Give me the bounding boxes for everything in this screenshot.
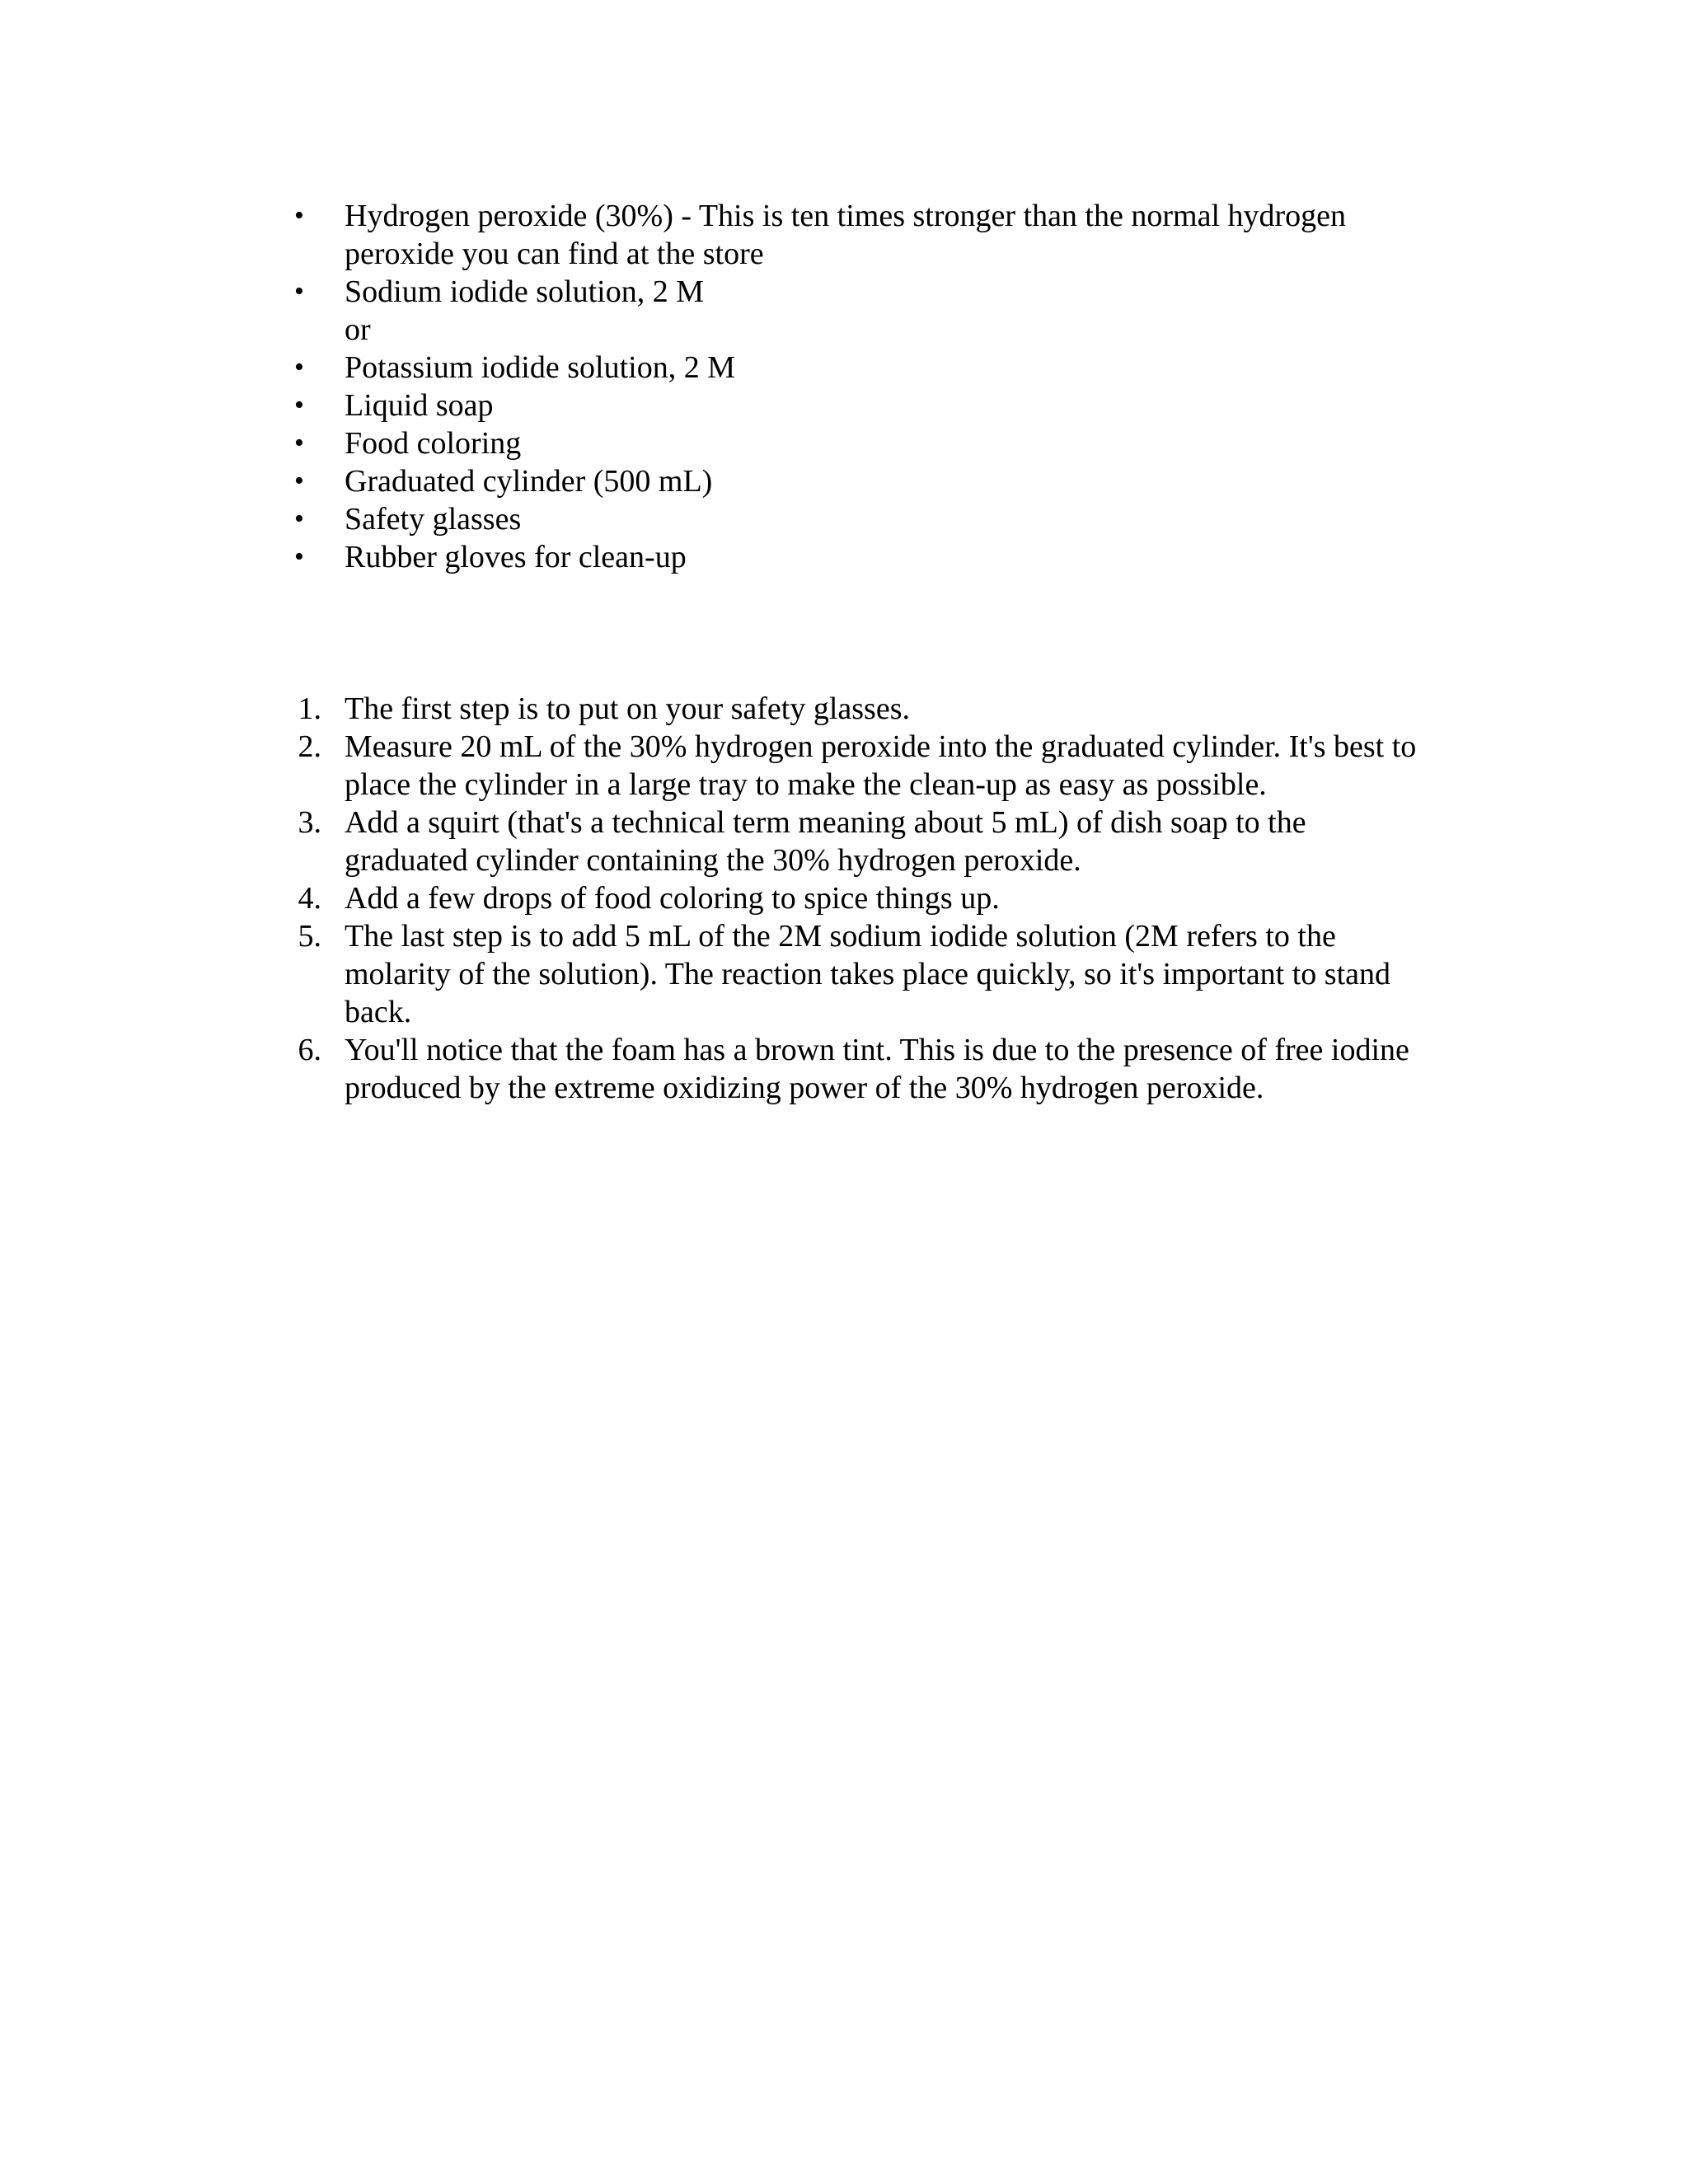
material-text: Rubber gloves for clean-up [345,540,687,574]
step-number: 5. [298,919,321,954]
step-item [0,690,1424,728]
list-item [0,273,1424,311]
bullet-icon: • [294,466,304,496]
step-text: The last step is to add 5 mL of the 2M sodium iodide solution (2M refers to the molarity of the solution). The reaction takes place quickly, so it's important to stand back. [345,919,1391,1029]
step-item [0,879,1424,917]
bullet-icon: • [294,352,304,382]
step-item [0,804,1424,879]
material-text: Safety glasses [345,502,522,537]
list-item [0,500,1424,538]
list-item [0,538,1424,576]
material-text: Food coloring [345,426,522,461]
step-number: 2. [298,729,321,764]
list-item [0,387,1424,424]
step-number: 3. [298,805,321,840]
step-item [0,728,1424,804]
bullet-icon: • [294,504,304,534]
list-item [0,462,1424,500]
step-text: Add a squirt (that's a technical term meaning about 5 mL) of dish soap to the graduated cylinder containing the 30% hydrogen peroxide. [345,805,1306,878]
step-item [0,917,1424,1031]
material-text: Hydrogen peroxide (30%) - This is ten times stronger than the normal hydrogen peroxide you can find at the store [345,199,1347,271]
bullet-icon: • [294,200,304,231]
step-text: Measure 20 mL of the 30% hydrogen peroxide into the graduated cylinder. It's best to place the cylinder in a large tray to make the clean-up as easy as possible. [345,729,1417,802]
step-text: Add a few drops of food coloring to spice things up. [345,881,1000,916]
step-number: 6. [298,1033,321,1067]
list-item [0,197,1424,273]
bullet-icon: • [294,276,304,307]
material-text: Liquid soap [345,388,494,423]
materials-list [0,197,1688,576]
step-number: 1. [298,691,321,726]
bullet-icon: • [294,428,304,458]
alternative-separator: or [345,312,371,347]
bullet-icon: • [294,390,304,420]
step-text: You'll notice that the foam has a brown tint. This is due to the presence of free iodine produced by the extreme oxidizing power of the 30% hydrogen peroxide. [345,1033,1409,1105]
bullet-icon: • [294,541,304,572]
list-item [0,349,1424,387]
step-text: The first step is to put on your safety glasses. [345,691,911,726]
list-item [0,424,1424,462]
procedure-steps [0,690,1688,1107]
step-item [0,1031,1424,1107]
material-text: Graduated cylinder (500 mL) [345,464,713,499]
material-text: Sodium iodide solution, 2 M [345,274,704,309]
step-number: 4. [298,881,321,916]
material-text: Potassium iodide solution, 2 M [345,350,735,385]
